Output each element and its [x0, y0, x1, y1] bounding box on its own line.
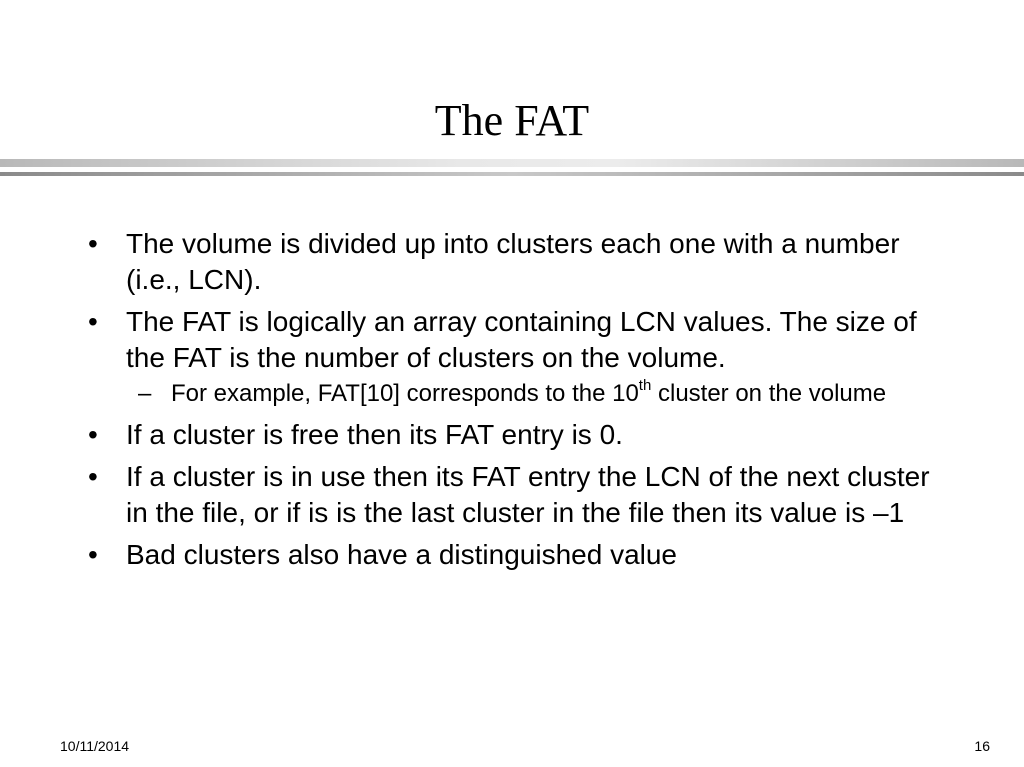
title-divider-top — [0, 159, 1024, 167]
bullet-marker: • — [88, 539, 98, 570]
title-divider-bottom — [0, 172, 1024, 176]
sub-bullet-text-after: cluster on the volume — [651, 380, 887, 407]
bullet-item — [88, 226, 948, 298]
footer-date: 10/11/2014 — [60, 738, 130, 754]
bullet-text: The volume is divided up into clusters each one with a number (i.e., LCN). — [126, 228, 900, 295]
bullet-marker: • — [88, 228, 98, 259]
sub-bullet-text — [171, 377, 887, 407]
bullet-item — [88, 417, 948, 453]
bullet-text: If a cluster is in use then its FAT entry the LCN of the next cluster in the file, or if is is the last cluster in the file then its value is –1 — [126, 461, 930, 528]
slide-title: The FAT — [434, 96, 590, 145]
bullet-marker: • — [88, 461, 98, 492]
slide-number: 16 — [974, 738, 990, 754]
sub-bullet-text-before: For example, FAT[10] corresponds to the 10 — [171, 380, 639, 407]
sub-bullet-marker: – — [138, 380, 152, 407]
bullet-text: If a cluster is free then its FAT entry is 0. — [126, 419, 623, 450]
bullet-text: The FAT is logically an array containing LCN values. The size of the FAT is the number of clusters on the volume. — [126, 306, 917, 373]
bullet-marker: • — [88, 419, 98, 450]
slide-body — [88, 226, 948, 579]
bullet-item — [88, 537, 948, 573]
bullet-item — [88, 304, 948, 376]
bullet-marker: • — [88, 306, 98, 337]
sub-bullet-item — [138, 379, 948, 409]
bullet-text: Bad clusters also have a distinguished value — [126, 539, 678, 570]
ordinal-superscript: th — [638, 377, 652, 394]
bullet-item — [88, 459, 948, 531]
